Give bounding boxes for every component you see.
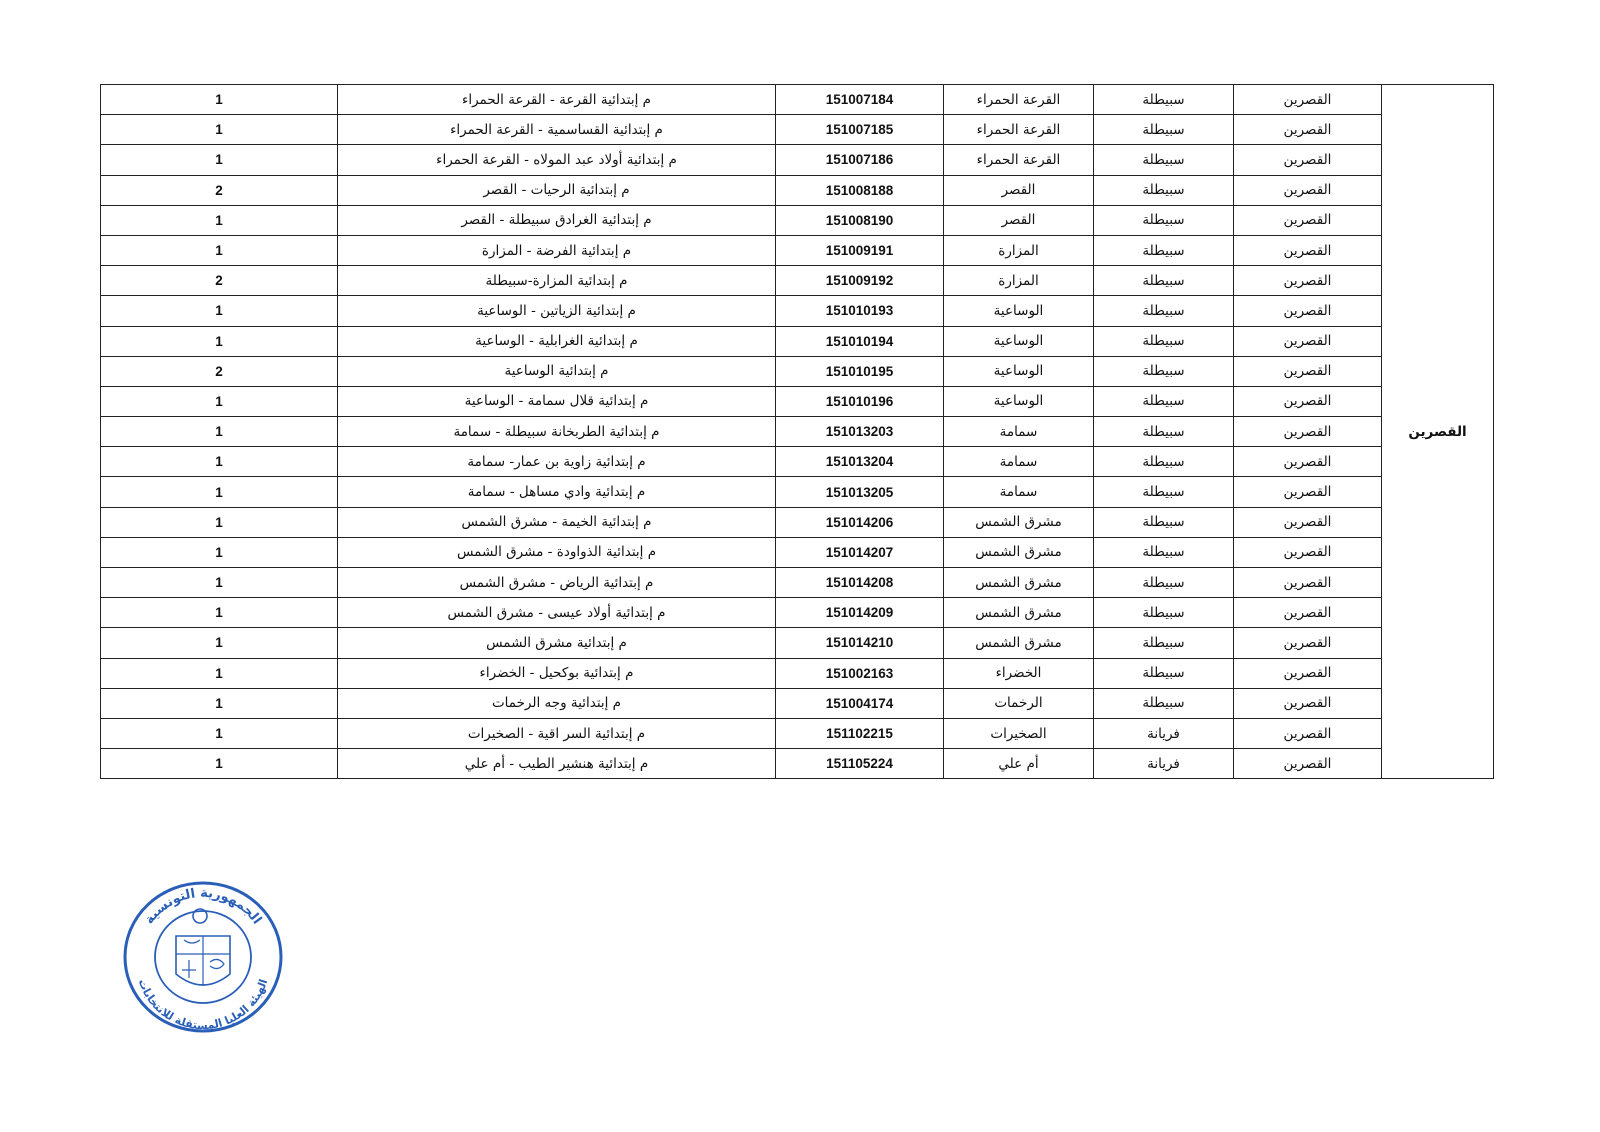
governorate-merged-cell: القصرين — [1382, 85, 1494, 779]
governorate-cell: القصرين — [1234, 417, 1382, 447]
table-row — [101, 356, 1494, 386]
school-code-cell: 151009192 — [776, 266, 944, 296]
delegation-cell: سبيطلة — [1094, 115, 1234, 145]
governorate-cell: القصرين — [1234, 628, 1382, 658]
count-cell: 1 — [101, 688, 338, 718]
delegation-cell: سبيطلة — [1094, 85, 1234, 115]
table-row — [101, 266, 1494, 296]
school-name-cell: م إبتدائية الرياض - مشرق الشمس — [338, 568, 776, 598]
school-code-cell: 151013204 — [776, 447, 944, 477]
delegation-cell: سبيطلة — [1094, 296, 1234, 326]
count-cell: 1 — [101, 628, 338, 658]
delegation-cell: سبيطلة — [1094, 175, 1234, 205]
count-cell: 1 — [101, 598, 338, 628]
sector-cell: سمامة — [944, 447, 1094, 477]
table-row — [101, 598, 1494, 628]
school-code-cell: 151014206 — [776, 507, 944, 537]
school-code-cell: 151007185 — [776, 115, 944, 145]
sector-cell: الوساعية — [944, 386, 1094, 416]
school-name-cell: م إبتدائية الرحيات - القصر — [338, 175, 776, 205]
table-row — [101, 85, 1494, 115]
count-cell: 1 — [101, 537, 338, 567]
count-cell: 1 — [101, 296, 338, 326]
sector-cell: الخضراء — [944, 658, 1094, 688]
school-code-cell: 151007184 — [776, 85, 944, 115]
school-name-cell: م إبتدائية الوساعية — [338, 356, 776, 386]
sector-cell: القرعة الحمراء — [944, 85, 1094, 115]
school-code-cell: 151013205 — [776, 477, 944, 507]
governorate-cell: القصرين — [1234, 718, 1382, 748]
sector-cell: الرخمات — [944, 688, 1094, 718]
count-cell: 1 — [101, 205, 338, 235]
delegation-cell: سبيطلة — [1094, 688, 1234, 718]
delegation-cell: سبيطلة — [1094, 205, 1234, 235]
svg-text:الجمهورية التونسية — [142, 886, 264, 927]
table-row — [101, 205, 1494, 235]
sector-cell: الوساعية — [944, 356, 1094, 386]
governorate-cell: القصرين — [1234, 658, 1382, 688]
count-cell: 1 — [101, 507, 338, 537]
delegation-cell: سبيطلة — [1094, 356, 1234, 386]
delegation-cell: سبيطلة — [1094, 266, 1234, 296]
count-cell: 1 — [101, 85, 338, 115]
table-row — [101, 296, 1494, 326]
table-row — [101, 718, 1494, 748]
count-cell: 1 — [101, 568, 338, 598]
count-cell: 1 — [101, 658, 338, 688]
school-code-cell: 151010193 — [776, 296, 944, 326]
table-row — [101, 658, 1494, 688]
table-row — [101, 386, 1494, 416]
count-cell: 1 — [101, 749, 338, 779]
table-row — [101, 537, 1494, 567]
school-name-cell: م إبتدائية المزارة-سبيطلة — [338, 266, 776, 296]
table-row — [101, 326, 1494, 356]
sector-cell: سمامة — [944, 417, 1094, 447]
count-cell: 2 — [101, 356, 338, 386]
school-code-cell: 151105224 — [776, 749, 944, 779]
delegation-cell: سبيطلة — [1094, 477, 1234, 507]
table-row — [101, 749, 1494, 779]
school-name-cell: م إبتدائية زاوية بن عمار- سمامة — [338, 447, 776, 477]
sector-cell: الوساعية — [944, 296, 1094, 326]
delegation-cell: فريانة — [1094, 749, 1234, 779]
school-name-cell: م إبتدائية الطربخانة سبيطلة - سمامة — [338, 417, 776, 447]
governorate-cell: القصرين — [1234, 205, 1382, 235]
seal-inner-text: الهيئة العليا المستقلة للانتخابات — [135, 977, 271, 1033]
governorate-cell: القصرين — [1234, 507, 1382, 537]
sector-cell: مشرق الشمس — [944, 507, 1094, 537]
seal-outer-text: الجمهورية التونسية — [141, 885, 265, 928]
school-name-cell: م إبتدائية الفرضة - المزارة — [338, 235, 776, 265]
school-code-cell: 151014207 — [776, 537, 944, 567]
sector-cell: القرعة الحمراء — [944, 115, 1094, 145]
sector-cell: مشرق الشمس — [944, 598, 1094, 628]
school-code-cell: 151007186 — [776, 145, 944, 175]
count-cell: 1 — [101, 718, 338, 748]
governorate-cell: القصرين — [1234, 175, 1382, 205]
delegation-cell: سبيطلة — [1094, 658, 1234, 688]
school-code-cell: 151002163 — [776, 658, 944, 688]
school-code-cell: 151004174 — [776, 688, 944, 718]
table-row — [101, 628, 1494, 658]
governorate-cell: القصرين — [1234, 537, 1382, 567]
delegation-cell: سبيطلة — [1094, 386, 1234, 416]
school-name-cell: م إبتدائية القساسمية - القرعة الحمراء — [338, 115, 776, 145]
school-name-cell: م إبتدائية قلال سمامة - الوساعية — [338, 386, 776, 416]
sector-cell: مشرق الشمس — [944, 628, 1094, 658]
count-cell: 1 — [101, 235, 338, 265]
school-name-cell: م إبتدائية السر اقية - الصخيرات — [338, 718, 776, 748]
school-name-cell: م إبتدائية أولاد عبد المولاه - القرعة الحمراء — [338, 145, 776, 175]
table-row — [101, 447, 1494, 477]
sector-cell: القصر — [944, 175, 1094, 205]
count-cell: 1 — [101, 477, 338, 507]
delegation-cell: سبيطلة — [1094, 447, 1234, 477]
sector-cell: المزارة — [944, 235, 1094, 265]
sector-cell: القصر — [944, 205, 1094, 235]
school-code-cell: 151008188 — [776, 175, 944, 205]
schools-table-wrap — [100, 84, 1493, 779]
count-cell: 1 — [101, 326, 338, 356]
sector-cell: أم علي — [944, 749, 1094, 779]
delegation-cell: فريانة — [1094, 718, 1234, 748]
school-name-cell: م إبتدائية الغرادق سبيطلة - القصر — [338, 205, 776, 235]
school-name-cell: م إبتدائية وجه الرخمات — [338, 688, 776, 718]
sector-cell: الوساعية — [944, 326, 1094, 356]
school-name-cell: م إبتدائية القرعة - القرعة الحمراء — [338, 85, 776, 115]
count-cell: 1 — [101, 115, 338, 145]
school-code-cell: 151010196 — [776, 386, 944, 416]
table-row — [101, 235, 1494, 265]
sector-cell: المزارة — [944, 266, 1094, 296]
school-code-cell: 151014209 — [776, 598, 944, 628]
delegation-cell: سبيطلة — [1094, 537, 1234, 567]
school-name-cell: م إبتدائية الخيمة - مشرق الشمس — [338, 507, 776, 537]
governorate-cell: القصرين — [1234, 356, 1382, 386]
school-name-cell: م إبتدائية بوكحيل - الخضراء — [338, 658, 776, 688]
delegation-cell: سبيطلة — [1094, 628, 1234, 658]
table-row — [101, 507, 1494, 537]
delegation-cell: سبيطلة — [1094, 235, 1234, 265]
sector-cell: مشرق الشمس — [944, 537, 1094, 567]
school-code-cell: 151010195 — [776, 356, 944, 386]
sector-cell: مشرق الشمس — [944, 568, 1094, 598]
governorate-cell: القصرين — [1234, 568, 1382, 598]
delegation-cell: سبيطلة — [1094, 145, 1234, 175]
school-code-cell: 151102215 — [776, 718, 944, 748]
school-name-cell: م إبتدائية أولاد عيسى - مشرق الشمس — [338, 598, 776, 628]
school-name-cell: م إبتدائية الذواودة - مشرق الشمس — [338, 537, 776, 567]
governorate-cell: القصرين — [1234, 386, 1382, 416]
table-row — [101, 688, 1494, 718]
school-code-cell: 151010194 — [776, 326, 944, 356]
school-name-cell: م إبتدائية وادي مساهل - سمامة — [338, 477, 776, 507]
school-code-cell: 151014210 — [776, 628, 944, 658]
governorate-cell: القصرين — [1234, 447, 1382, 477]
table-row — [101, 115, 1494, 145]
governorate-cell: القصرين — [1234, 115, 1382, 145]
governorate-cell: القصرين — [1234, 145, 1382, 175]
count-cell: 2 — [101, 266, 338, 296]
delegation-cell: سبيطلة — [1094, 568, 1234, 598]
sector-cell: سمامة — [944, 477, 1094, 507]
table-row — [101, 568, 1494, 598]
table-row — [101, 175, 1494, 205]
delegation-cell: سبيطلة — [1094, 598, 1234, 628]
school-name-cell: م إبتدائية هنشير الطيب - أم علي — [338, 749, 776, 779]
school-code-cell: 151008190 — [776, 205, 944, 235]
table-body — [101, 85, 1494, 779]
delegation-cell: سبيطلة — [1094, 326, 1234, 356]
school-name-cell: م إبتدائية الزياتين - الوساعية — [338, 296, 776, 326]
governorate-cell: القصرين — [1234, 477, 1382, 507]
count-cell: 1 — [101, 447, 338, 477]
governorate-cell: القصرين — [1234, 326, 1382, 356]
schools-table — [100, 84, 1494, 779]
delegation-cell: سبيطلة — [1094, 417, 1234, 447]
governorate-cell: القصرين — [1234, 266, 1382, 296]
governorate-cell: القصرين — [1234, 688, 1382, 718]
school-code-cell: 151013203 — [776, 417, 944, 447]
sector-cell: القرعة الحمراء — [944, 145, 1094, 175]
governorate-cell: القصرين — [1234, 598, 1382, 628]
governorate-cell: القصرين — [1234, 85, 1382, 115]
table-row — [101, 417, 1494, 447]
school-code-cell: 151014208 — [776, 568, 944, 598]
governorate-cell: القصرين — [1234, 749, 1382, 779]
count-cell: 1 — [101, 417, 338, 447]
count-cell: 1 — [101, 145, 338, 175]
governorate-cell: القصرين — [1234, 296, 1382, 326]
seal-icon — [118, 874, 288, 1036]
table-row — [101, 145, 1494, 175]
count-cell: 2 — [101, 175, 338, 205]
delegation-cell: سبيطلة — [1094, 507, 1234, 537]
count-cell: 1 — [101, 386, 338, 416]
school-code-cell: 151009191 — [776, 235, 944, 265]
school-name-cell: م إبتدائية مشرق الشمس — [338, 628, 776, 658]
table-row — [101, 477, 1494, 507]
school-name-cell: م إبتدائية الغرابلية - الوساعية — [338, 326, 776, 356]
governorate-cell: القصرين — [1234, 235, 1382, 265]
sector-cell: الصخيرات — [944, 718, 1094, 748]
